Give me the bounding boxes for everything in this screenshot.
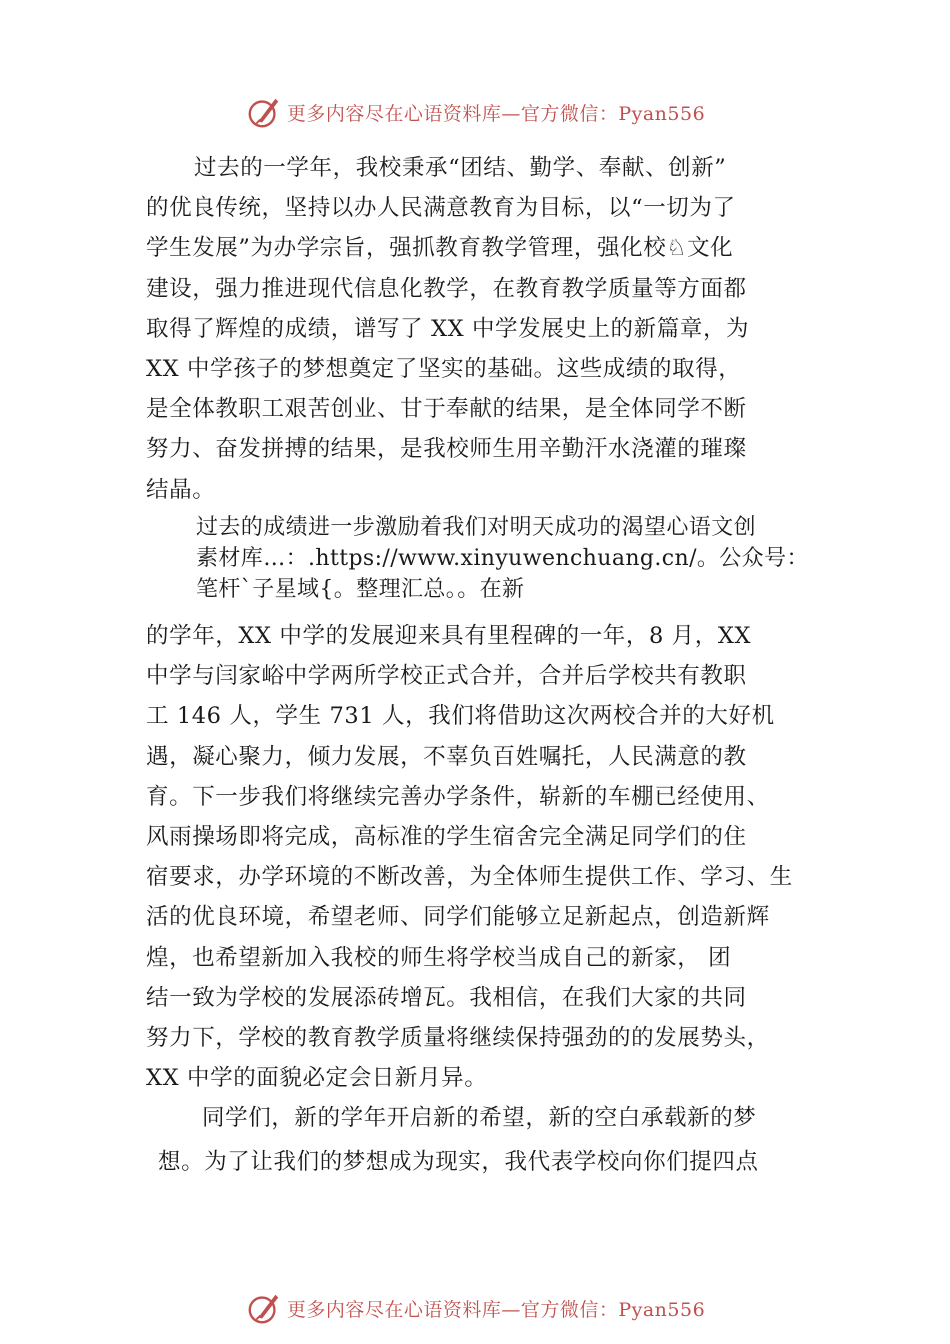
paragraph-1: [146, 148, 826, 510]
header-banner-text: 更多内容尽在心语资料库—官方微信：Pyan556: [286, 102, 706, 125]
text-line: 努力、奋发拼搏的结果，是我校师生用辛勤汗水浇灌的璀璨: [146, 436, 747, 463]
text-line: 煌，也希望新加入我校的师生将学校当成自己的新家， 团: [146, 944, 732, 971]
text-line: 过去的一学年，我校秉承“团结、勤学、奉献、创新”: [194, 155, 727, 181]
text-line: 工 146 人，学生 731 人，我们将借助这次两校合并的大好机: [146, 703, 775, 730]
text-line: 遇，凝心聚力，倾力发展，不辜负百姓嘱托，人民满意的教: [146, 743, 747, 770]
text-line: 过去的成绩进一步激励着我们对明天成功的渴望心语文创: [196, 515, 757, 540]
text-line: 宿要求，办学环境的不断改善，为全体师生提供工作、学习、生: [146, 864, 793, 891]
paragraph-2: [196, 512, 856, 605]
text-line: 建设，强力推进现代信息化教学，在教育教学质量等方面都: [146, 275, 747, 302]
text-line: 笔杆`子星域{。整理汇总。。在新: [196, 577, 525, 602]
text-line: 同学们，新的学年开启新的希望，新的空白承载新的梦: [202, 1105, 757, 1131]
text-line: XX 中学孩子的梦想奠定了坚实的基础。这些成绩的取得，: [146, 355, 742, 382]
text-line: 想。为了让我们的梦想成为现实，我代表学校向你们提四点: [158, 1149, 759, 1175]
footer-banner: [0, 1288, 950, 1328]
text-line: XX 中学的面貌必定会日新月异。: [146, 1065, 488, 1092]
text-line: 素材库…：.https://www.xinyuwenchuang.cn/。公众号：: [196, 546, 809, 571]
text-line: 中学与闫家峪中学两所学校正式合并，合并后学校共有教职: [146, 663, 747, 690]
text-line: 学生发展”为办学宗旨，强抓教育教学管理，强化校♘文化: [146, 235, 734, 262]
text-line: 取得了辉煌的成绩，谱写了 XX 中学发展史上的新篇章，为: [146, 315, 750, 342]
header-banner: [0, 92, 950, 132]
paragraph-3: [146, 616, 826, 1098]
paragraph-4: [146, 1096, 826, 1184]
text-line: 结晶。: [146, 476, 216, 503]
quill-pen-logo: [245, 93, 283, 131]
text-line: 的学年，XX 中学的发展迎来具有里程碑的一年，8 月，XX: [146, 623, 752, 649]
text-line: 的优良传统，坚持以办人民满意教育为目标，以“一切为了: [146, 195, 736, 222]
quill-pen-logo: [245, 1289, 283, 1327]
footer-banner-text: 更多内容尽在心语资料库—官方微信：Pyan556: [286, 1298, 706, 1321]
text-line: 活的优良环境，希望老师、同学们能够立足新起点，创造新辉: [146, 904, 770, 931]
text-line: 努力下，学校的教育教学质量将继续保持强劲的的发展势头，: [146, 1024, 770, 1051]
text-line: 是全体教职工艰苦创业、甘于奉献的结果，是全体同学不断: [146, 396, 747, 423]
text-line: 结一致为学校的发展添砖增瓦。我相信，在我们大家的共同: [146, 984, 747, 1011]
text-line: 风雨操场即将完成，高标准的学生宿舍完全满足同学们的住: [146, 823, 747, 850]
text-line: 育。下一步我们将继续完善办学条件，崭新的车棚已经使用、: [146, 783, 770, 810]
